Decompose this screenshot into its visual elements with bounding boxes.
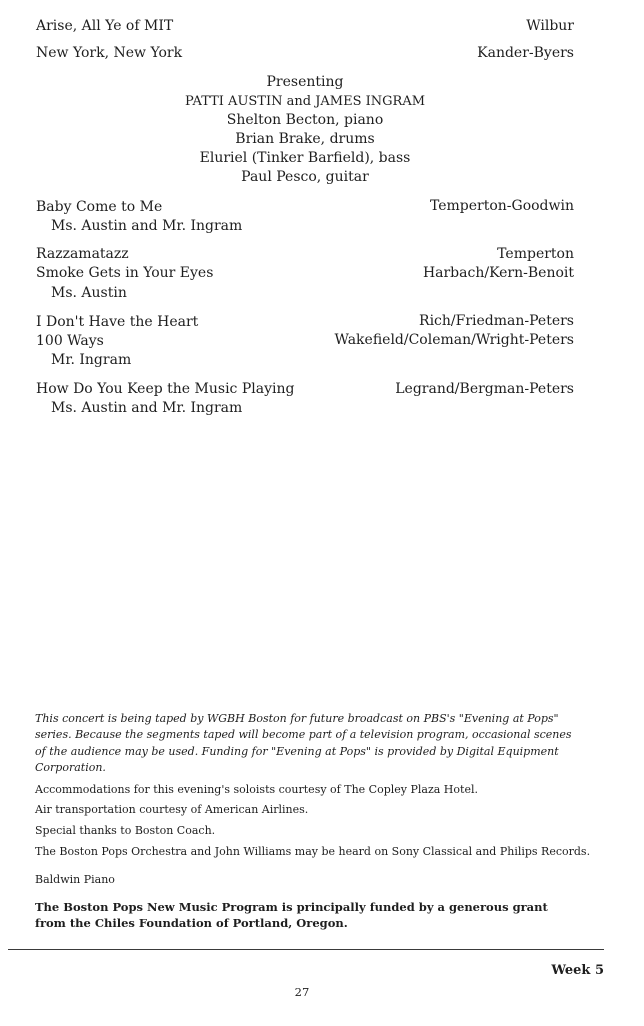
song-title: Arise, All Ye of MIT [36,18,174,34]
song-title: How Do You Keep the Music Playing [36,381,295,397]
presenting-heading: Presenting [266,74,344,90]
musician: Shelton Becton, piano [226,112,384,128]
funding-note: The Boston Pops New Music Program is principally funded by a generous grant from the Chiles Foundation of Portland, Oregon. [35,900,548,930]
song-title: New York, New York [36,45,183,61]
song-composer: Kander-Byers [477,45,574,61]
headliners: PATTI AUSTIN and JAMES INGRAM [184,94,426,109]
song-composer: Rich/Friedman-Peters [419,313,574,329]
song-title: Smoke Gets in Your Eyes [36,265,214,281]
song-composer: Wakefield/Coleman/Wright-Peters [334,332,574,348]
musician: Eluriel (Tinker Barfield), bass [199,150,411,166]
week-label: Week 5 [551,963,604,978]
song-title: I Don't Have the Heart [36,314,199,330]
taping-note [35,711,575,776]
records-note: The Boston Pops Orchestra and John Williams may be heard on Sony Classical and Philips Records. [35,845,591,858]
song-performer: Mr. Ingram [51,352,132,368]
song-title: Razzamatazz [36,246,129,262]
song-composer: Legrand/Bergman-Peters [395,381,574,397]
coach-note: Special thanks to Boston Coach. [35,824,216,837]
taping-note-text: This concert is being taped by WGBH Boston for future broadcast on PBS's "Evening at Pops" series. Because the segments taped will become part of a television program, occasional scenes of the audience may be used. Funding for "Evening at Pops" is provided by Digital Equipment Corporation. [35,712,572,774]
page-number: 27 [294,985,310,999]
song-composer: Harbach/Kern-Benoit [422,265,574,281]
musician: Paul Pesco, guitar [241,169,369,185]
air-transport-note: Air transportation courtesy of American Airlines. [35,803,309,816]
musician: Brian Brake, drums [235,131,375,147]
song-composer: Temperton-Goodwin [429,198,574,214]
song-performer: Ms. Austin [51,285,127,301]
song-performer: Ms. Austin and Mr. Ingram [51,400,243,416]
song-title: Baby Come to Me [36,199,163,215]
song-title: 100 Ways [36,333,104,349]
piano-note: Baldwin Piano [35,873,115,886]
footer-divider [8,949,604,950]
song-performer: Ms. Austin and Mr. Ingram [51,218,243,234]
song-composer: Wilbur [526,18,574,34]
song-composer: Temperton [497,246,574,262]
accommodations-note: Accommodations for this evening's soloists courtesy of The Copley Plaza Hotel. [35,783,478,796]
